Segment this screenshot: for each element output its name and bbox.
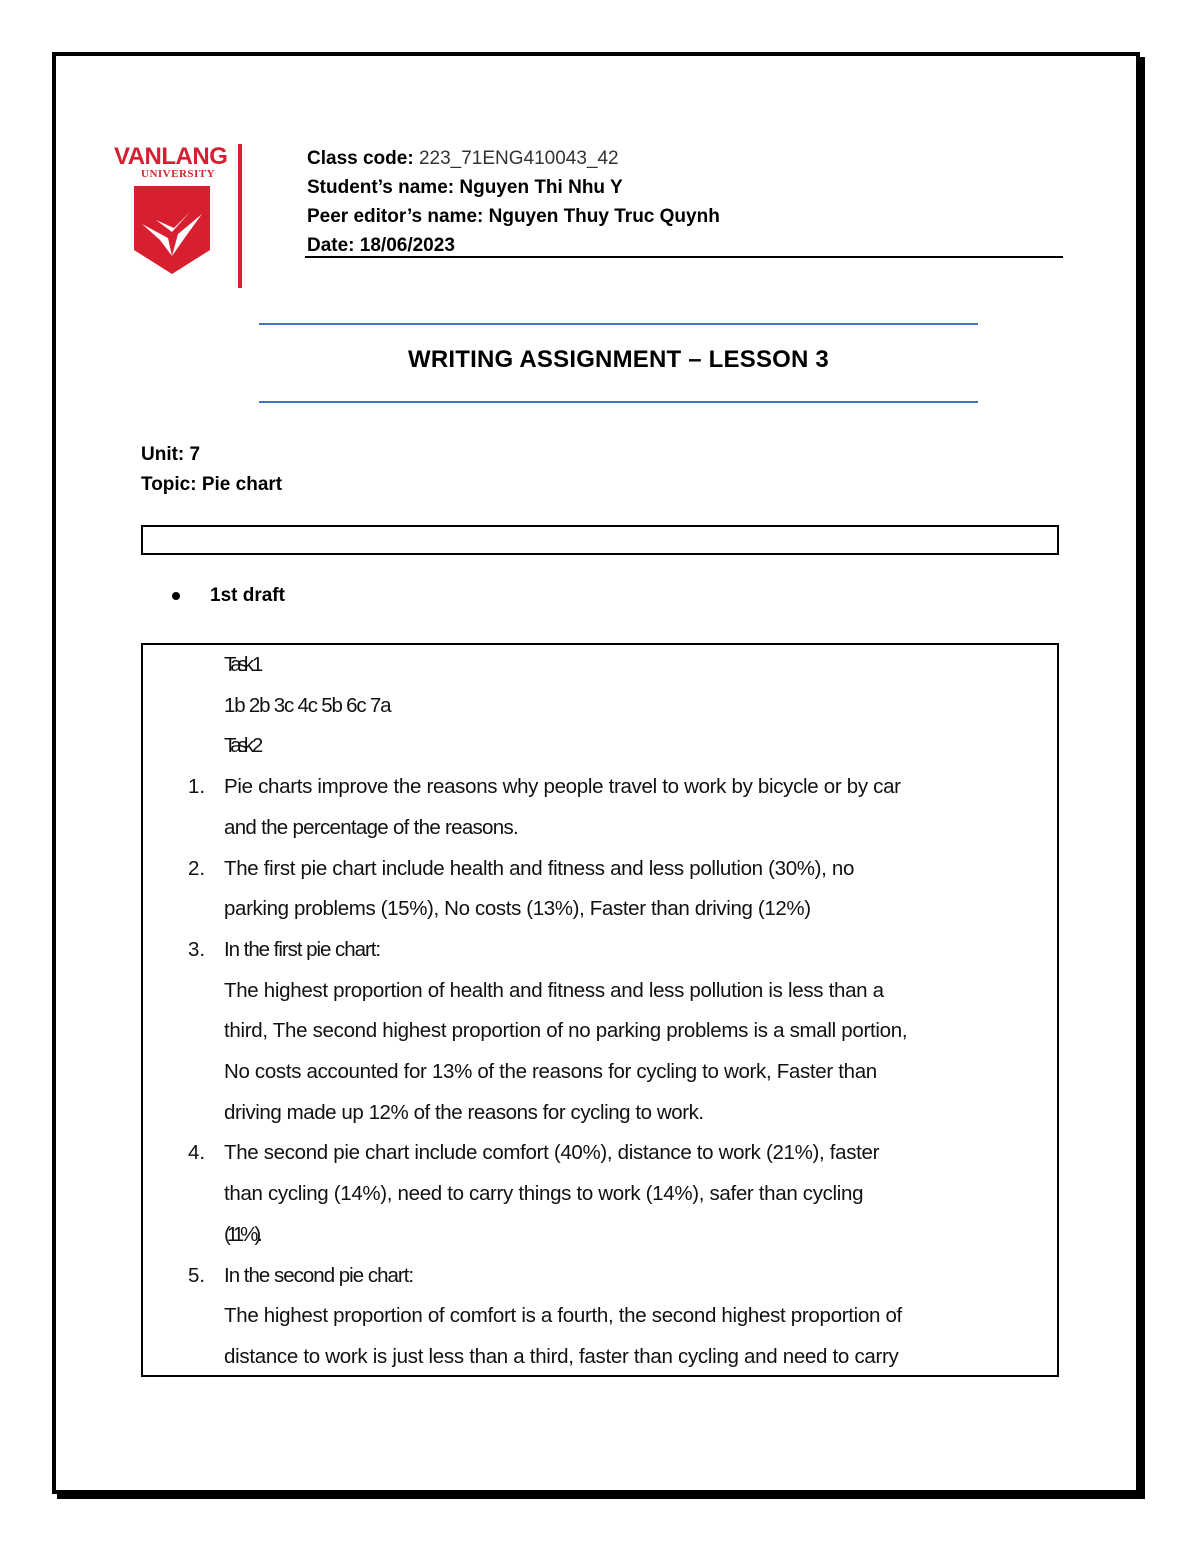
university-logo [112,144,236,281]
title-rule-top [259,323,978,325]
unit-topic [141,440,282,500]
header-info [307,144,1061,260]
list-number: 1. [188,775,206,799]
list-line: In the first pie chart: [224,937,381,961]
list-number: 5. [188,1263,206,1287]
draft-box [141,643,1059,1377]
empty-text-box [141,525,1059,555]
list-line: third, The second highest proportion of no parking problems is a small portion, [224,1019,908,1043]
task2-label: Task 2 [224,734,260,758]
list-line: driving made up 12% of the reasons for cycling to work. [224,1100,704,1124]
list-line: The highest proportion of health and fitness and less pollution is less than a [224,978,884,1002]
student-name: Student’s name: Nguyen Thi Nhu Y [307,177,623,198]
topic-label: Topic: Pie chart [141,474,283,495]
peer-editor-name: Peer editor’s name: Nguyen Thuy Truc Quynh [307,206,720,227]
list-line: The second pie chart include comfort (40%), distance to work (21%), faster [224,1141,880,1165]
draft-content [188,645,1054,1377]
logo-divider [238,144,242,288]
date: Date: 18/06/2023 [307,235,455,256]
list-number: 2. [188,856,206,880]
list-item [188,1133,1054,1255]
unit-label: Unit: 7 [141,444,201,465]
logo-subtitle: UNIVERSITY [141,168,216,180]
list-item [188,767,1054,848]
shield-icon [132,184,236,281]
list-item [188,1256,1054,1377]
class-code-row [307,144,1061,173]
list-line: In the second pie chart: [224,1263,414,1287]
task1-answers: 1b 2b 3c 4c 5b 6c 7a [224,693,391,717]
list-item [188,930,1054,1134]
list-line: Pie charts improve the reasons why people travel to work by bicycle or by car [224,775,901,799]
list-line: No costs accounted for 13% of the reasons for cycling to work, Faster than [224,1060,877,1084]
list-line: parking problems (15%), No costs (13%), Faster than driving (12%) [224,897,811,921]
list-line: The first pie chart include health and fitness and less pollution (30%), no [224,856,855,880]
list-line: than cycling (14%), need to carry things to work (14%), safer than cycling [224,1182,864,1206]
list-number: 4. [188,1141,206,1165]
header-divider [305,256,1063,258]
task1-label: Task 1 [224,653,260,676]
title-rule-bottom [259,401,978,403]
draft-label: 1st draft [210,585,285,606]
list-line: and the percentage of the reasons. [224,815,518,839]
class-code-value: 223_71ENG410043_42 [418,148,619,169]
draft-bullet [172,585,285,607]
list-line: distance to work is just less than a third, faster than cycling and need to carry [224,1344,899,1368]
bullet-icon [172,592,180,600]
list-item [188,849,1054,930]
list-line: The highest proportion of comfort is a fourth, the second highest proportion of [224,1304,902,1328]
page-title: WRITING ASSIGNMENT – LESSON 3 [408,346,829,373]
class-code-label: Class code: [307,148,414,169]
logo-name: VANLANG [114,143,228,170]
list-line: (11%). [224,1222,259,1246]
list-number: 3. [188,937,206,961]
